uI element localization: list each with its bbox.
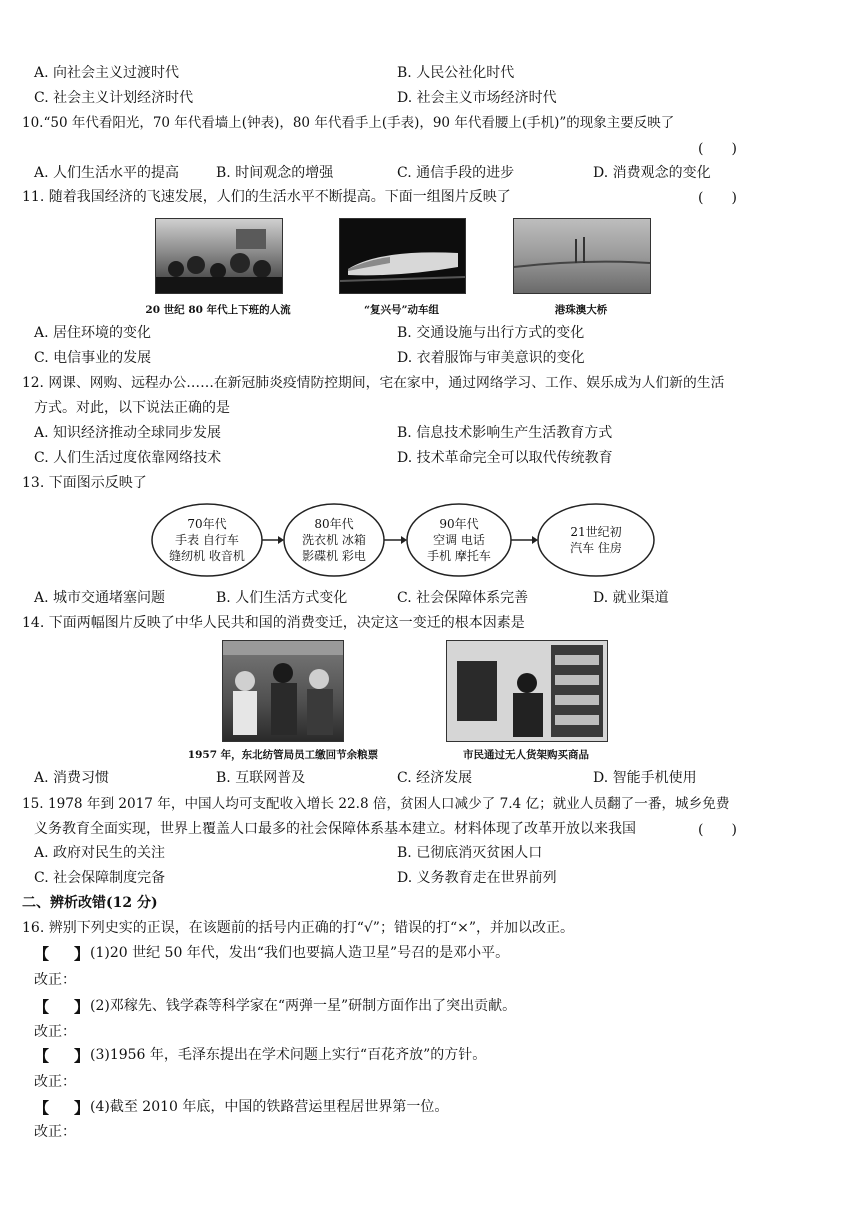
node-80s-items-2: 影碟机 彩电 — [302, 549, 366, 563]
q16-item3-correction: 改正： — [34, 1074, 76, 1090]
q13-option-c: C. 社会保障体系完善 — [397, 590, 529, 606]
q13-option-d: D. 就业渠道 — [593, 590, 669, 606]
fuxing-train-photo — [339, 218, 466, 294]
q11-option-b: B. 交通设施与出行方式的变化 — [397, 325, 585, 341]
q16-item2-bracket-open: 【 — [34, 998, 50, 1016]
grain-ticket-photo — [222, 640, 344, 742]
q16-item1-bracket-close: 】 — [74, 945, 90, 963]
q11-caption-bridge: 港珠澳大桥 — [554, 304, 608, 316]
q16-item4-correction: 改正： — [34, 1124, 76, 1140]
unmanned-shelf-illustration — [447, 641, 607, 741]
q12-stem-line1: 12. 网课、网购、远程办公……在新冠肺炎疫情防控期间，宅在家中，通过网络学习、工作、娱乐成为人们新的生活 — [22, 375, 725, 391]
q14-caption-grain-tickets: 1957 年，东北纺管局员工缴回节余粮票 — [187, 749, 379, 761]
q16-item1: (1)20 世纪 50 年代，发出“我们也要搞人造卫星”号召的是邓小平。 — [90, 945, 510, 961]
q11-stem: 11. 随着我国经济的飞速发展，人们的生活水平不断提高。下面一组图片反映了 — [22, 189, 511, 205]
q14-option-a: A. 消费习惯 — [34, 770, 110, 786]
q15-stem-line1: 15. 1978 年到 2017 年，中国人均可支配收入增长 22.8 倍，贫困人口减少了 7.4 亿；就业人员翻了一番，城乡免费 — [22, 796, 730, 812]
q16-item3: (3)1956 年，毛泽东提出在学术问题上实行“百花齐放”的方针。 — [90, 1047, 487, 1063]
commuter-crowd-photo — [155, 218, 283, 294]
node-90s-year: 90年代 — [439, 517, 479, 531]
node-80s-year: 80年代 — [314, 517, 354, 531]
q14-option-b: B. 互联网普及 — [216, 770, 306, 786]
grain-ticket-illustration — [223, 641, 343, 741]
q12-option-c: C. 人们生活过度依靠网络技术 — [34, 450, 222, 466]
node-70s-text — [152, 516, 262, 564]
q10-stem: 10.“50 年代看阳光，70 年代看墙上(钟表)，80 年代看手上(手表)，90 年代看腰上(手机)”的现象主要反映了 — [22, 115, 675, 131]
q16-item3-bracket-open: 【 — [34, 1047, 50, 1065]
q14-option-d: D. 智能手机使用 — [593, 770, 697, 786]
q12-option-d: D. 技术革命完全可以取代传统教育 — [397, 450, 613, 466]
node-70s-items-1: 手表 自行车 — [175, 533, 239, 547]
q16-item4-bracket-open: 【 — [34, 1099, 50, 1117]
commuter-crowd-illustration — [156, 219, 282, 293]
node-21c-text — [538, 524, 654, 556]
q16-item1-correction: 改正： — [34, 972, 76, 988]
node-70s-items-2: 缝纫机 收音机 — [169, 549, 245, 563]
q16-stem: 16. 辨别下列史实的正误，在该题前的括号内正确的打“√”；错误的打“×”，并加以改正。 — [22, 920, 574, 936]
node-21c-year: 21世纪初 — [570, 525, 622, 539]
node-90s-text — [407, 516, 511, 564]
fuxing-train-illustration — [340, 219, 465, 293]
node-90s-items-1: 空调 电话 — [433, 533, 485, 547]
section-2-title: 二、辨析改错(12 分) — [22, 895, 158, 911]
q9-option-c: C. 社会主义计划经济时代 — [34, 90, 194, 106]
node-80s-text — [284, 516, 384, 564]
q11-caption-commuters: 20 世纪 80 年代上下班的人流 — [145, 304, 291, 316]
q9-option-b: B. 人民公社化时代 — [397, 65, 515, 81]
q11-option-a: A. 居住环境的变化 — [34, 325, 152, 341]
q10-option-a: A. 人们生活水平的提高 — [34, 165, 180, 181]
q16-item2-correction: 改正： — [34, 1024, 76, 1040]
q15-option-b: B. 已彻底消灭贫困人口 — [397, 845, 543, 861]
q15-answer-paren: ( ) — [698, 822, 737, 838]
hzmb-bridge-photo — [513, 218, 651, 294]
q11-answer-paren: ( ) — [698, 190, 737, 206]
q10-option-c: C. 通信手段的进步 — [397, 165, 515, 181]
unmanned-shelf-photo — [446, 640, 608, 742]
q16-item2-bracket-close: 】 — [74, 998, 90, 1016]
q9-option-a: A. 向社会主义过渡时代 — [34, 65, 180, 81]
q15-option-c: C. 社会保障制度完备 — [34, 870, 166, 886]
q15-option-d: D. 义务教育走在世界前列 — [397, 870, 557, 886]
q14-caption-unmanned-shelf: 市民通过无人货架购买商品 — [463, 749, 589, 761]
node-90s-items-2: 手机 摩托车 — [427, 549, 491, 563]
q15-option-a: A. 政府对民生的关注 — [34, 845, 166, 861]
q16-item2: (2)邓稼先、钱学森等科学家在“两弹一星”研制方面作出了突出贡献。 — [90, 998, 517, 1014]
q10-option-d: D. 消费观念的变化 — [593, 165, 711, 181]
q13-option-a: A. 城市交通堵塞问题 — [34, 590, 166, 606]
q14-stem: 14. 下面两幅图片反映了中华人民共和国的消费变迁，决定这一变迁的根本因素是 — [22, 615, 525, 631]
q16-item3-bracket-close: 】 — [74, 1047, 90, 1065]
q11-option-d: D. 衣着服饰与审美意识的变化 — [397, 350, 585, 366]
node-21c-items: 汽车 住房 — [570, 541, 622, 555]
node-80s-items-1: 洗衣机 冰箱 — [302, 533, 366, 547]
q10-answer-paren: ( ) — [698, 141, 737, 157]
q10-option-b: B. 时间观念的增强 — [216, 165, 334, 181]
node-70s-year: 70年代 — [187, 517, 227, 531]
q16-item1-bracket-open: 【 — [34, 945, 50, 963]
q11-option-c: C. 电信事业的发展 — [34, 350, 152, 366]
q13-option-b: B. 人们生活方式变化 — [216, 590, 348, 606]
hzmb-bridge-illustration — [514, 219, 650, 293]
q12-option-a: A. 知识经济推动全球同步发展 — [34, 425, 222, 441]
q13-stem: 13. 下面图示反映了 — [22, 475, 147, 491]
q16-item4: (4)截至 2010 年底，中国的铁路营运里程居世界第一位。 — [90, 1099, 449, 1115]
q16-item4-bracket-close: 】 — [74, 1099, 90, 1117]
q11-caption-train: “复兴号”动车组 — [363, 304, 440, 316]
q9-option-d: D. 社会主义市场经济时代 — [397, 90, 557, 106]
q12-stem-line2: 方式。对此，以下说法正确的是 — [34, 400, 230, 416]
q15-stem-line2: 义务教育全面实现，世界上覆盖人口最多的社会保障体系基本建立。材料体现了改革开放以来我国 — [34, 821, 636, 837]
q14-option-c: C. 经济发展 — [397, 770, 473, 786]
q12-option-b: B. 信息技术影响生产生活教育方式 — [397, 425, 613, 441]
